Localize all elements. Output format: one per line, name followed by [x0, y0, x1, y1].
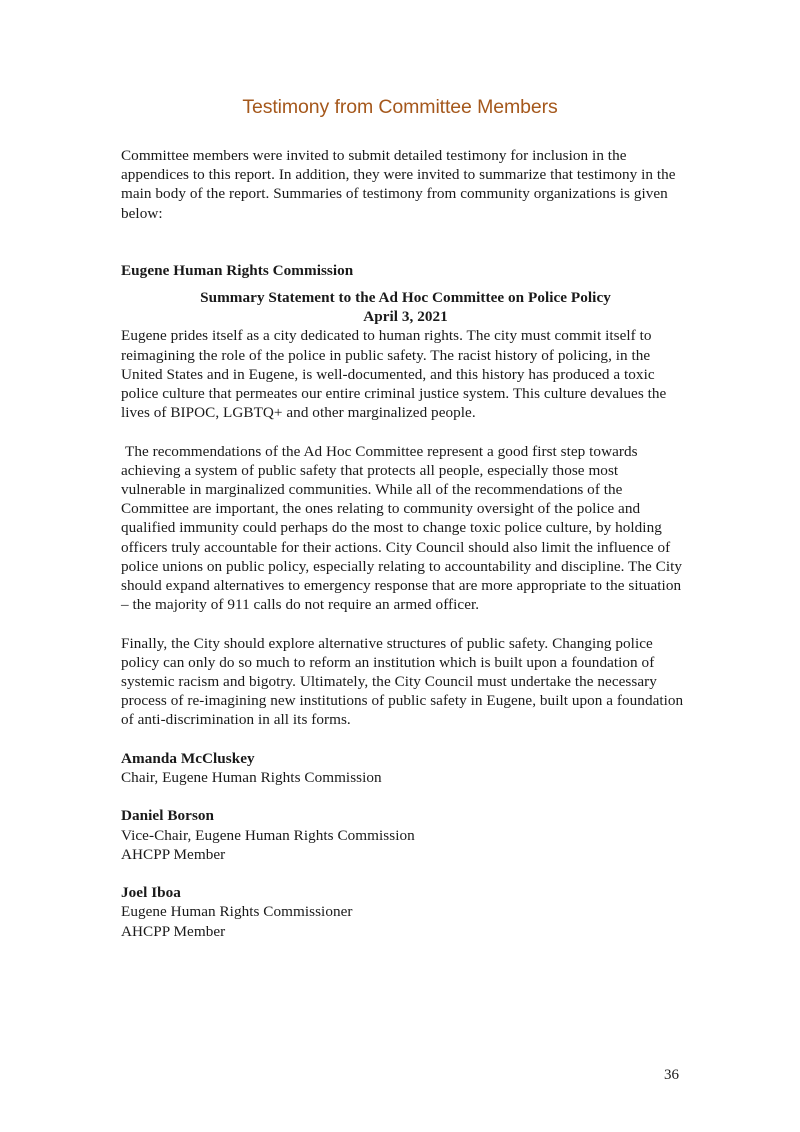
intro-paragraph: Committee members were invited to submit detailed testimony for inclusion in the appendices to this report. In addition, they were invited to summarize that testimony in the main body of the report. Summaries of testimony from community organizations is given below: [121, 147, 676, 222]
document-body [121, 146, 686, 960]
signatory-membership: AHCPP Member [121, 922, 226, 940]
signatory-block [121, 883, 686, 941]
organization-name: Eugene Human Rights Commission [121, 261, 354, 279]
signatory-title: Eugene Human Rights Commissioner [121, 903, 353, 921]
signatory-membership: AHCPP Member [121, 845, 226, 863]
signatory-name: Daniel Borson [121, 807, 215, 825]
signatory-title: Chair, Eugene Human Rights Commission [121, 769, 382, 787]
body-paragraph-2: The recommendations of the Ad Hoc Committee represent a good first step towards achieving a system of public safety that protects all people, especially those most vulnerable in marginalized communities. While all of the recommendations of the Committee are important, the ones relating to community oversight of the police and qualified immunity could perhaps do the most to change toxic police culture, by holding officers truly accountable for their actions. City Council should also limit the influence of police unions on public policy, especially relating to accountability and discipline. The City should expand alternatives to emergency response that are more appropriate to the situation – the majority of 911 calls do not require an armed officer. [121, 442, 683, 614]
statement-date: April 3, 2021 [363, 308, 448, 326]
body-paragraph-1: Eugene prides itself as a city dedicated to human rights. The city must commit itself to reimagining the role of the police in public safety. The racist history of policing, in the United States and in Eugene, is well-documented, and this history has produced a toxic police culture that permeates our entire criminal justice system. This culture devalues the lives of BIPOC, LGBTQ+ and other marginalized people. [121, 327, 667, 422]
signatory-name: Amanda McCluskey [121, 749, 255, 767]
body-paragraph-3: Finally, the City should explore alternative structures of public safety. Changing police policy can only do so much to reform an institution which is built upon a foundation of systemic racism and bigotry. Ultimately, the City Council must undertake the necessary process of re-imagining new institutions of public safety in Eugene, built upon a foundation of anti-discrimination in all its forms. [121, 634, 684, 729]
page-number: 36 [664, 1067, 679, 1083]
signatory-block [121, 749, 686, 787]
page-heading: Testimony from Committee Members [242, 96, 558, 118]
statement-title: Summary Statement to the Ad Hoc Committee on Police Policy [200, 289, 611, 307]
signatory-block [121, 806, 686, 864]
signatory-title: Vice-Chair, Eugene Human Rights Commission [121, 826, 415, 844]
signatory-name: Joel Iboa [121, 884, 181, 902]
